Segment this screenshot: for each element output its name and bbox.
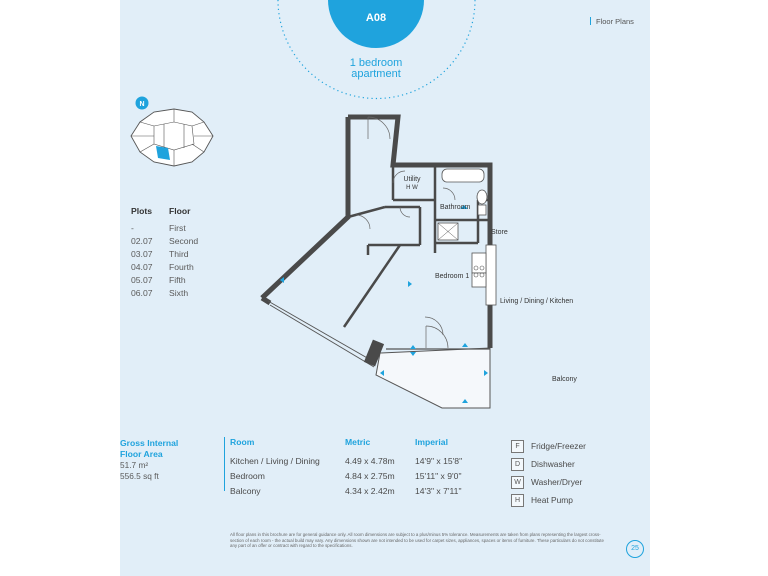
- gia-heading-line2: Floor Area: [120, 449, 163, 459]
- metric-cell: 4.34 x 2.42m: [345, 485, 395, 496]
- floor-cell: First: [169, 223, 186, 233]
- room-cell: Kitchen / Living / Dining: [230, 455, 320, 466]
- gia-area-sqft: 556.5 sq ft: [120, 471, 159, 481]
- plots-header-row: [131, 205, 198, 222]
- legend-item: [511, 457, 586, 471]
- key-plan: [128, 94, 228, 174]
- plots-table: [131, 205, 198, 300]
- floor-cell: Fourth: [169, 262, 194, 272]
- fridge-freezer: [472, 253, 486, 273]
- imperial-cell: 14'3" x 7'11": [415, 485, 462, 496]
- rooms-table: [230, 437, 462, 498]
- metric-header: Metric: [345, 437, 371, 447]
- floor-cell: Sixth: [169, 288, 189, 298]
- apartment-type-line2: apartment: [351, 68, 401, 80]
- wash-basin: [477, 190, 487, 204]
- plot-cell: -: [131, 223, 134, 233]
- appliance-legend: [511, 439, 586, 511]
- table-row: [131, 235, 198, 248]
- bathroom-label: Bathroom: [440, 204, 471, 211]
- legend-label: Heat Pump: [531, 495, 573, 505]
- legend-item: [511, 475, 586, 489]
- table-row: [230, 453, 462, 468]
- legend-item: [511, 493, 586, 507]
- highlighted-unit: [156, 146, 170, 160]
- section-title: Floor Plans: [596, 17, 634, 26]
- bathtub: [442, 169, 484, 182]
- legend-label: Fridge/Freezer: [531, 441, 586, 451]
- store-label: Store: [491, 229, 508, 236]
- legend-label: Washer/Dryer: [531, 477, 583, 487]
- plot-cell: 06.07: [131, 288, 153, 298]
- plot-cell: 03.07: [131, 249, 153, 259]
- apartment-code: A08: [365, 12, 387, 24]
- utility-label: Utility: [403, 176, 421, 183]
- section-label: [590, 17, 634, 26]
- living-label: Living / Dining / Kitchen: [500, 298, 574, 305]
- table-row: [131, 287, 198, 300]
- gia-heading-line1: Gross Internal: [120, 438, 179, 448]
- legend-key: F: [511, 440, 524, 453]
- plot-cell: 02.07: [131, 236, 153, 246]
- table-row: [230, 468, 462, 483]
- apartment-badge: [328, 0, 424, 48]
- table-row: [131, 248, 198, 261]
- plot-cell: 05.07: [131, 275, 153, 285]
- floor-plan: [250, 105, 577, 415]
- building-outline: [131, 109, 213, 166]
- apartment-type-line1: 1 bedroom: [349, 57, 403, 69]
- metric-cell: 4.49 x 4.78m: [345, 455, 395, 466]
- room-header: Room: [230, 437, 255, 447]
- bedroom-label: Bedroom 1: [435, 273, 470, 280]
- plot-cell: 04.07: [131, 262, 153, 272]
- glazed-facade: [268, 301, 376, 367]
- floor-cell: Third: [169, 249, 189, 259]
- floor-cell: Fifth: [169, 275, 186, 285]
- table-row: [230, 483, 462, 498]
- balcony-label: Balcony: [552, 376, 577, 383]
- room-cell: Balcony: [230, 485, 261, 496]
- divider-line: [224, 437, 225, 491]
- utility-appliances-label: H W: [406, 185, 418, 191]
- page-number: 25: [626, 540, 644, 558]
- north-label: N: [139, 101, 145, 108]
- table-row: [131, 274, 198, 287]
- legend-key: D: [511, 458, 524, 471]
- room-cell: Bedroom: [230, 470, 265, 481]
- kitchen-counter: [486, 245, 496, 305]
- table-row: [131, 222, 198, 235]
- section-bar: [590, 17, 591, 25]
- legend-label: Dishwasher: [531, 459, 575, 469]
- rooms-header-row: [230, 437, 462, 453]
- balcony-area: [376, 348, 490, 408]
- toilet: [478, 205, 486, 215]
- floor-cell: Second: [169, 236, 199, 246]
- metric-cell: 4.84 x 2.75m: [345, 470, 395, 481]
- legend-key: H: [511, 494, 524, 507]
- imperial-cell: 15'11" x 9'0": [415, 470, 462, 481]
- legend-key: W: [511, 476, 524, 489]
- imperial-header: Imperial: [415, 437, 448, 447]
- table-row: [131, 261, 198, 274]
- imperial-cell: 14'9" x 15'8": [415, 455, 463, 466]
- floor-header: Floor: [169, 206, 191, 216]
- disclaimer-text: All floor plans in this brochure are for general guidance only. All room dimensions are subject to a plus/minus 5% tolerance. Measurements are taken from plans representing the largest cross-section of each room - the actual build may vary. Any dimensions shown are not intended to be used for carpet sizes, appliances, spaces or items of furniture. These particulars do not constitute any part of an offer or contract with regard to the specifications.: [230, 532, 604, 549]
- legend-item: [511, 439, 586, 453]
- plots-header: Plots: [131, 206, 153, 216]
- brochure-page: [120, 0, 650, 576]
- gia-area-m2: 51.7 m²: [120, 460, 149, 470]
- gross-internal-area: [120, 438, 178, 482]
